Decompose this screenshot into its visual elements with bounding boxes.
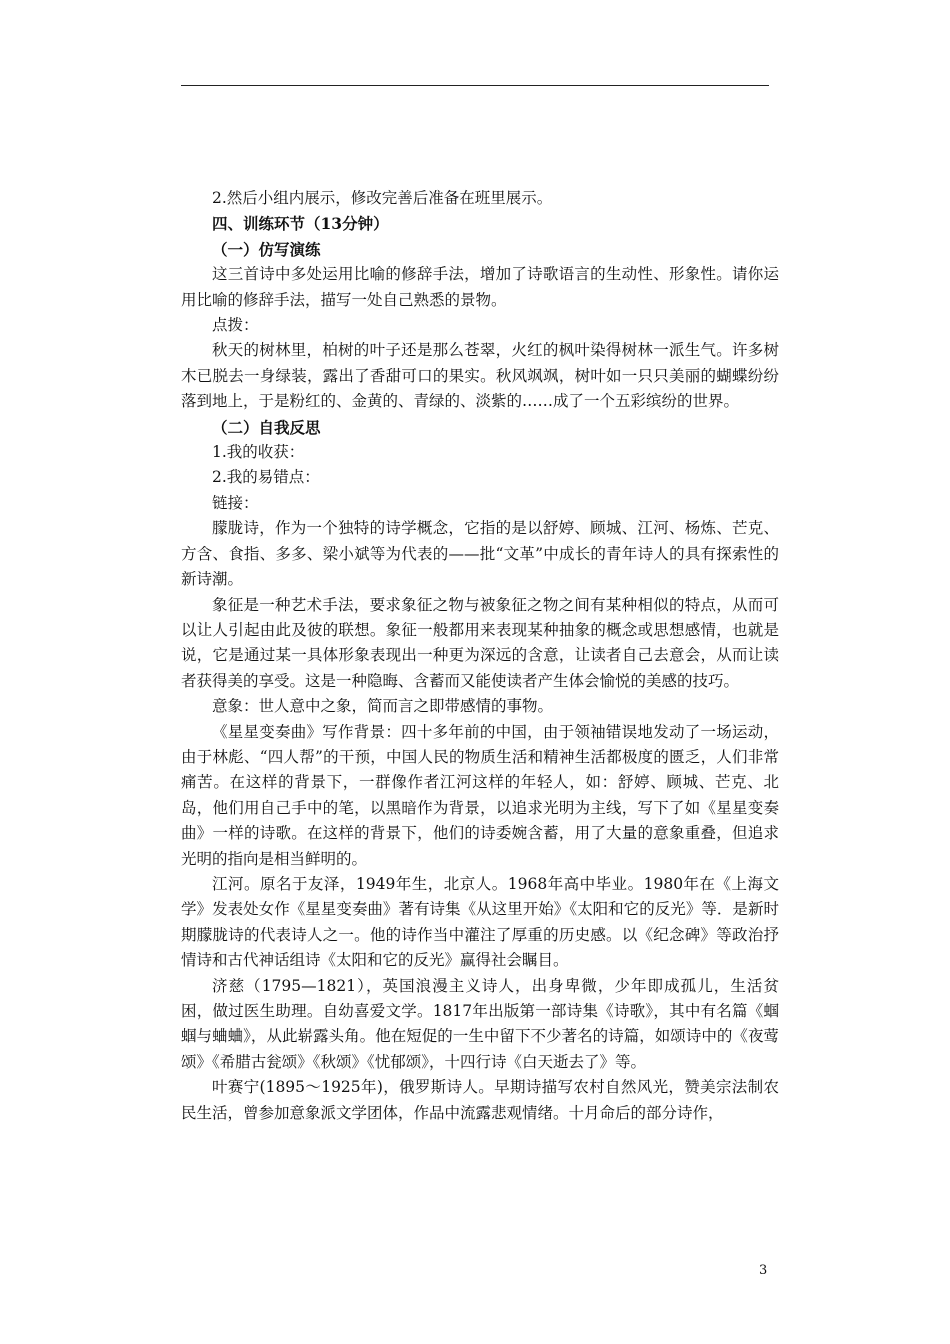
subsection-heading-reflection: （二）自我反思	[212, 417, 321, 437]
paragraph-yesenin: 叶赛宁(1895～1925年)，俄罗斯诗人。早期诗描写农村自然风光，赞美宗法制农民生活，曾参加意象派文学团体，作品中流露悲观情绪。十月命后的部分诗作，	[181, 1078, 779, 1122]
paragraph-imagery: 意象：世人意中之象，简而言之即带感情的事物。	[212, 697, 554, 716]
paragraph-keats: 济慈（1795—1821），英国浪漫主义诗人，出身卑微，少年即成孤儿，生活贫困，做过医生助理。自幼喜爱文学。1817年出版第一部诗集《诗歌》，其中有名篇《蝈蝈与蛐蛐》，从此崭露头角。他在短促的一生中留下不少著名的诗篇，如颂诗中的《夜莺颂》《希腊古瓮颂》《秋颂》《忧郁颂》，十四行诗《白天逝去了》等。	[181, 976, 779, 1071]
subsection-heading-imitation: （一）仿写演练	[212, 239, 321, 259]
section-heading-training: 四、训练环节（13分钟）	[212, 214, 389, 234]
header-rule	[181, 85, 769, 86]
paragraph-mistakes: 2.我的易错点：	[212, 468, 320, 487]
paragraph-hint-label: 点拨：	[212, 316, 259, 335]
paragraph-jiang-he: 江河。原名于友泽，1949年生，北京人。1968年高中毕业。1980年在《上海文学》发表处女作《星星变奏曲》著有诗集《从这里开始》《太阳和它的反光》等．是新时期朦胧诗的代表诗人之一。他的诗作当中灌注了厚重的历史感。以《纪念碑》等政治抒情诗和古代神话组诗《太阳和它的反光》赢得社会瞩目。	[181, 874, 779, 970]
paragraph-sample-answer: 秋天的树林里，柏树的叶子还是那么苍翠，火红的枫叶染得树林一派生气。许多树木已脱去一身绿装，露出了香甜可口的果实。秋风飒飒，树叶如一只只美丽的蝴蝶纷纷落到地上，于是粉红的、金黄的、青绿的、淡紫的……成了一个五彩缤纷的世界。	[181, 341, 779, 411]
paragraph-task: 这三首诗中多处运用比喻的修辞手法，增加了诗歌语言的生动性、形象性。请你运用比喻的修辞手法，描写一处自己熟悉的景物。	[181, 265, 779, 309]
paragraph-gains: 1.我的收获：	[212, 443, 305, 462]
paragraph-misty-poetry: 朦胧诗，作为一个独特的诗学概念，它指的是以舒婷、顾城、江河、杨炼、芒克、方含、食指、多多、梁小斌等为代表的——批“文革”中成长的青年诗人的具有探索性的新诗潮。	[181, 519, 779, 589]
page-number: 3	[759, 1263, 768, 1278]
paragraph-background: 《星星变奏曲》写作背景：四十多年前的中国，由于领袖错误地发动了一场运动，由于林彪、“四人帮”的干预，中国人民的物质生活和精神生活都极度的匮乏，人们非常痛苦。在这样的背景下，一群像作者江河这样的年轻人，如：舒婷、顾城、芒克、北岛，他们用自己手中的笔，以黑暗作为背景，以追求光明为主线，写下了如《星星变奏曲》一样的诗歌。在这样的背景下，他们的诗委婉含蓄，用了大量的意象重叠，但追求光明的指向是相当鲜明的。	[181, 722, 779, 868]
paragraph-link-label: 链接：	[212, 493, 259, 512]
paragraph-step-2: 2.然后小组内展示，修改完善后准备在班里展示。	[212, 189, 553, 207]
paragraph-symbolism: 象征是一种艺术手法，要求象征之物与被象征之物之间有某种相似的特点，从而可以让人引起由此及彼的联想。象征一般都用来表现某种抽象的概念或思想感情，也就是说，它是通过某一具体形象表现出一种更为深远的含意，让读者自己去意会，从而让读者获得美的享受。这是一种隐晦、含蓄而又能使读者产生体会愉悦的美感的技巧。	[181, 595, 779, 690]
document-body	[181, 186, 779, 1126]
